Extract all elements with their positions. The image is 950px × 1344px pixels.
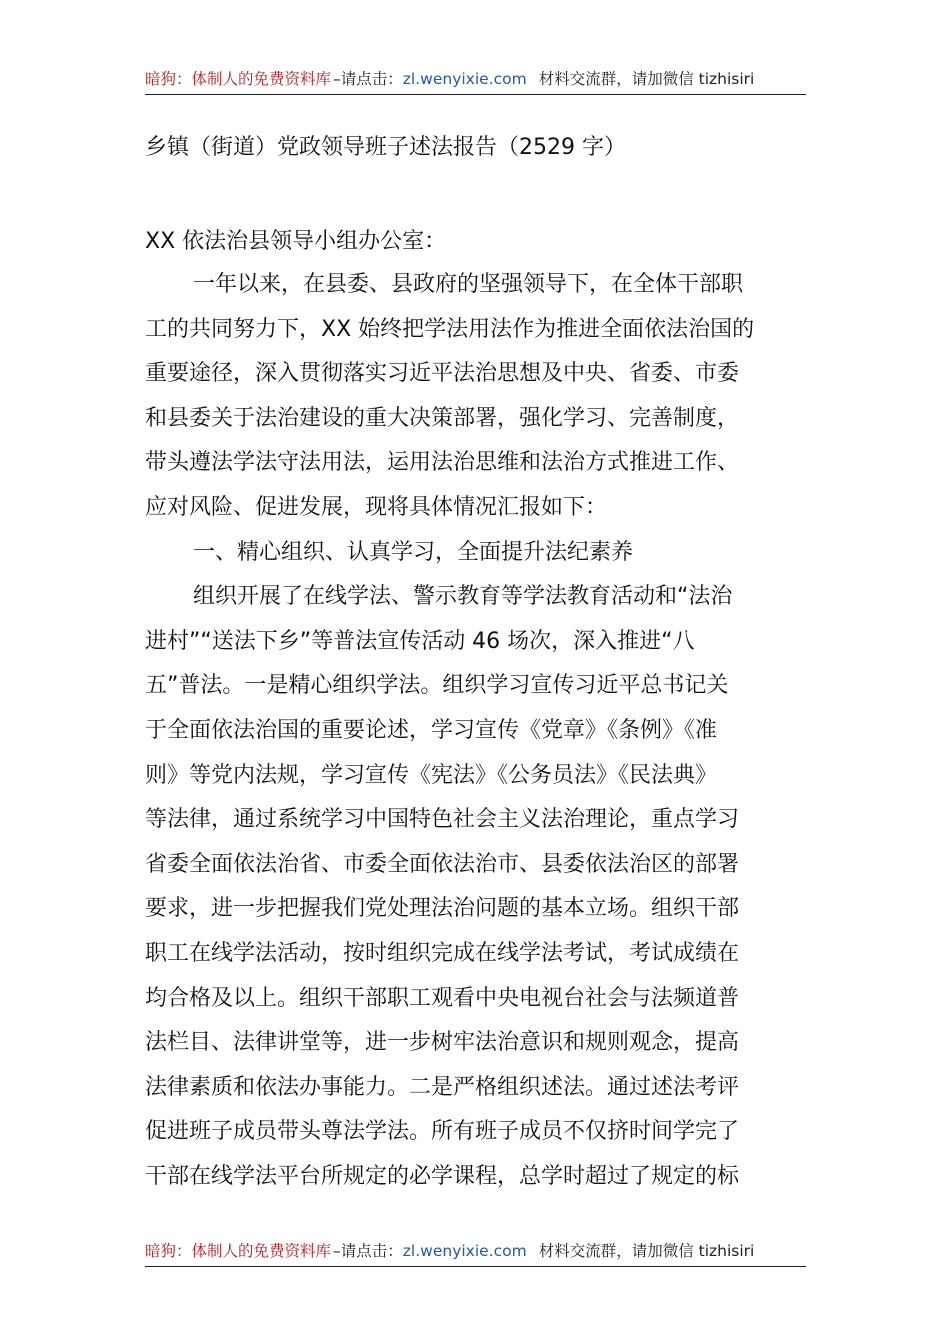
banner-contact: 材料交流群，请加微信 tizhisiri bbox=[538, 70, 755, 88]
body-line: 进村”“送法下乡”等普法宣传活动 46 场次，深入推进“八 bbox=[145, 628, 695, 654]
body-line: 带头遵法学法守法用法，运用法治思维和法治方式推进工作、 bbox=[145, 450, 740, 476]
body-line: 一年以来，在县委、县政府的坚强领导下，在全体干部职 bbox=[193, 272, 744, 297]
body-line: 职工在线学法活动，按时组织完成在线学法考试，考试成绩在 bbox=[145, 940, 740, 966]
banner-link[interactable]: zl.wenyixie.com bbox=[402, 70, 527, 88]
banner-contact: 材料交流群，请加微信 tizhisiri bbox=[538, 1242, 755, 1260]
body-line: 等法律，通过系统学习中国特色社会主义法治理论，重点学习 bbox=[145, 807, 740, 833]
body-line: 均合格及以上。组织干部职工观看中央电视台社会与法频道普 bbox=[145, 985, 740, 1011]
banner-separator: –请点击： bbox=[333, 70, 403, 88]
body-line: 促进班子成员带头尊法学法。所有班子成员不仅挤时间学完了 bbox=[145, 1119, 740, 1145]
body-line: 法律素质和依法办事能力。二是严格组织述法。通过述法考评 bbox=[145, 1074, 740, 1100]
body-line: 于全面依法治国的重要论述，学习宣传《党章》《条例》《准 bbox=[145, 717, 718, 743]
body-line: 应对风险、促进发展，现将具体情况汇报如下： bbox=[145, 494, 608, 520]
body-line: 法栏目、法律讲堂等，进一步树牢法治意识和规则观念，提高 bbox=[145, 1030, 740, 1056]
body-line: 和县委关于法治建设的重大决策部署，强化学习、完善制度， bbox=[145, 405, 740, 431]
banner-brand: 暗狗：体制人的免费资料库 bbox=[145, 70, 332, 88]
salutation: XX 依法治县领导小组办公室： bbox=[145, 229, 447, 254]
body-line: 工的共同努力下，XX 始终把学法用法作为推进全面依法治国的 bbox=[145, 316, 755, 342]
body-line: 省委全面依法治省、市委全面依法治市、县委依法治区的部署 bbox=[145, 851, 740, 877]
banner-link[interactable]: zl.wenyixie.com bbox=[402, 1242, 527, 1260]
body-line: 组织开展了在线学法、警示教育等学法教育活动和“法治 bbox=[193, 584, 733, 610]
banner-separator: –请点击： bbox=[333, 1242, 403, 1260]
body-line: 则》等党内法规，学习宣传《宪法》《公务员法》《民法典》 bbox=[145, 762, 718, 788]
document-body bbox=[145, 263, 810, 1199]
banner-brand: 暗狗：体制人的免费资料库 bbox=[145, 1242, 332, 1260]
body-line: 干部在线学法平台所规定的必学课程，总学时超过了规定的标 bbox=[145, 1163, 740, 1189]
body-line: 重要途径，深入贯彻落实习近平法治思想及中央、省委、市委 bbox=[145, 361, 740, 387]
document-title: 乡镇（街道）党政领导班子述法报告（2529 字） bbox=[145, 135, 626, 160]
footer-banner bbox=[145, 1236, 806, 1267]
body-line: 要求，进一步把握我们党处理法治问题的基本立场。组织干部 bbox=[145, 896, 740, 922]
section-heading: 一、精心组织、认真学习，全面提升法纪素养 bbox=[193, 539, 634, 565]
body-line: 五”普法。一是精心组织学法。组织学习宣传习近平总书记关 bbox=[145, 673, 729, 699]
header-banner bbox=[145, 64, 806, 95]
